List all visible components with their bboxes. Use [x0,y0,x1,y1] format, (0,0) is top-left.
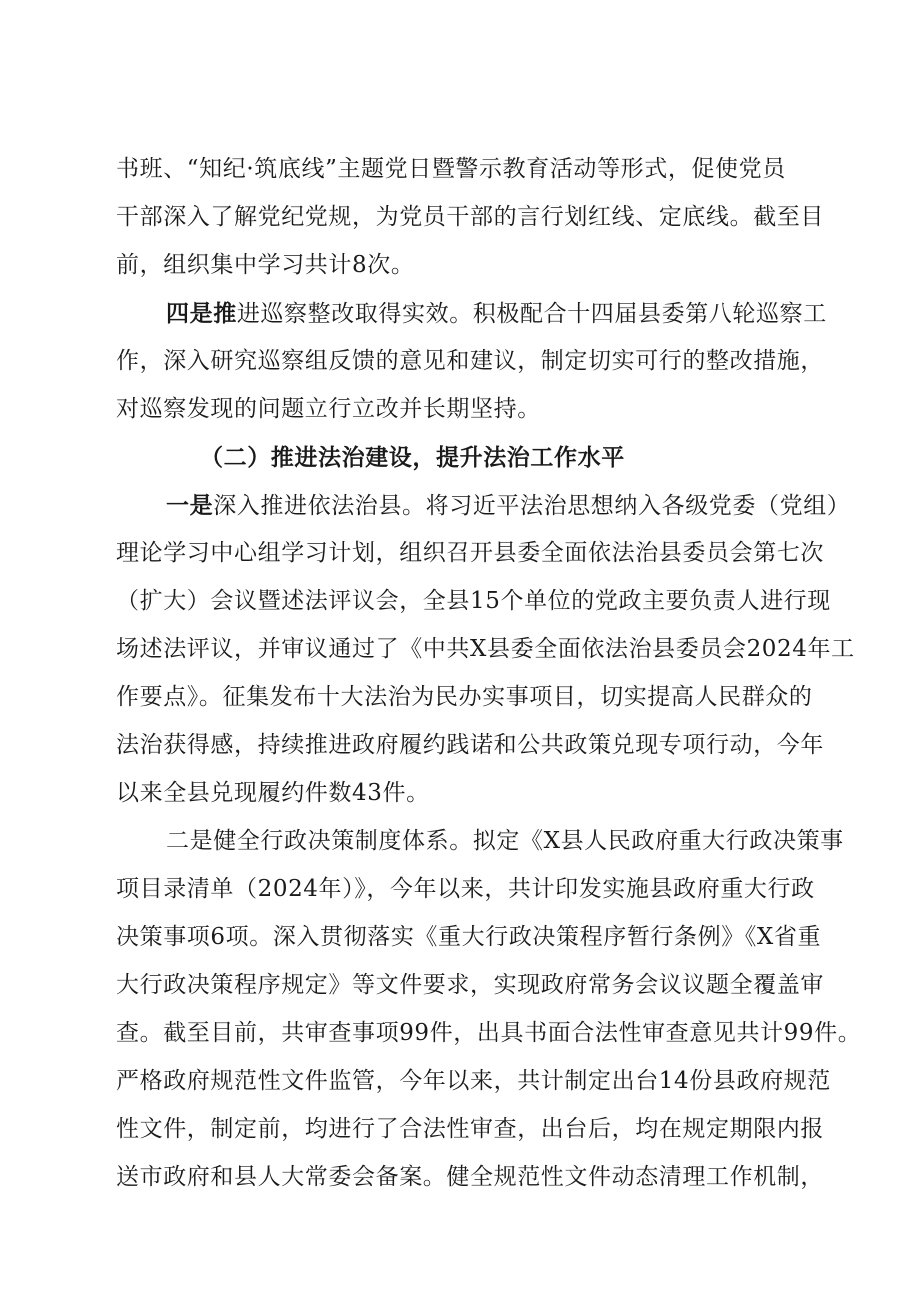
text-line: 作要点》。征集发布十大法治为民办实事项目，切实提高人民群众的 [116,684,813,710]
paragraph-lead: 四是推 [166,300,237,327]
text-line: 以来全县兑现履约件数43件。 [116,780,430,806]
text-line: 场述法评议，并审议通过了《中共X县委全面依法治县委员会2024年工 [116,636,855,662]
text-line: 项目录清单（2024年）》，今年以来，共计印发实施县政府重大行政 [116,876,815,902]
text-line: 性文件，制定前，均进行了合法性审查，出台后，均在规定期限内报 [116,1116,824,1142]
text-line: 干部深入了解党纪党规，为党员干部的言行划红线、定底线。截至目 [116,204,824,230]
text-line: 理论学习中心组学习计划，组织召开县委全面依法治县委员会第七次 [116,540,824,566]
text-line: 对巡察发现的问题立行立改并长期坚持。 [116,396,541,422]
text-line: 送市政府和县人大常委会备案。健全规范性文件动态清理工作机制， [116,1164,824,1190]
text-line: 作，深入研究巡察组反馈的意见和建议，制定切实可行的整改措施， [116,348,824,374]
text-line: 书班、“知纪·筑底线”主题党日暨警示教育活动等形式，促使党员 [116,156,786,182]
text-line: 决策事项6项。深入贯彻落实《重大行政决策程序暂行条例》《X省重 [116,924,822,950]
text-line: 查。截至目前，共审查事项99件，出具书面合法性审查意见共计99件。 [116,1020,862,1046]
paragraph-start-line: 四是推进巡察整改取得实效。积极配合十四届县委第八轮巡察工 [166,300,827,327]
text-line: 前，组织集中学习共计8次。 [116,252,415,278]
paragraph-lead: 一是 [166,492,214,519]
paragraph-start-line: 一是深入推进依法治县。将习近平法治思想纳入各级党委（党组） [166,492,851,519]
body-text [116,154,862,1210]
paragraph-start-line: 二是健全行政决策制度体系。拟定《X县人民政府重大行政决策事 [166,828,844,854]
text-line: 大行政决策程序规定》等文件要求，实现政府常务会议议题全覆盖审 [116,972,824,998]
section-heading: （二）推进法治建设，提升法治工作水平 [200,444,625,471]
text-line: 法治获得感，持续推进政府履约践诺和公共政策兑现专项行动，今年 [116,732,824,758]
text-line: （扩大）会议暨述法评议会，全县15个单位的党政主要负责人进行现 [116,588,831,614]
text-line: 严格政府规范性文件监管，今年以来，共计制定出台14份县政府规范 [116,1068,831,1094]
